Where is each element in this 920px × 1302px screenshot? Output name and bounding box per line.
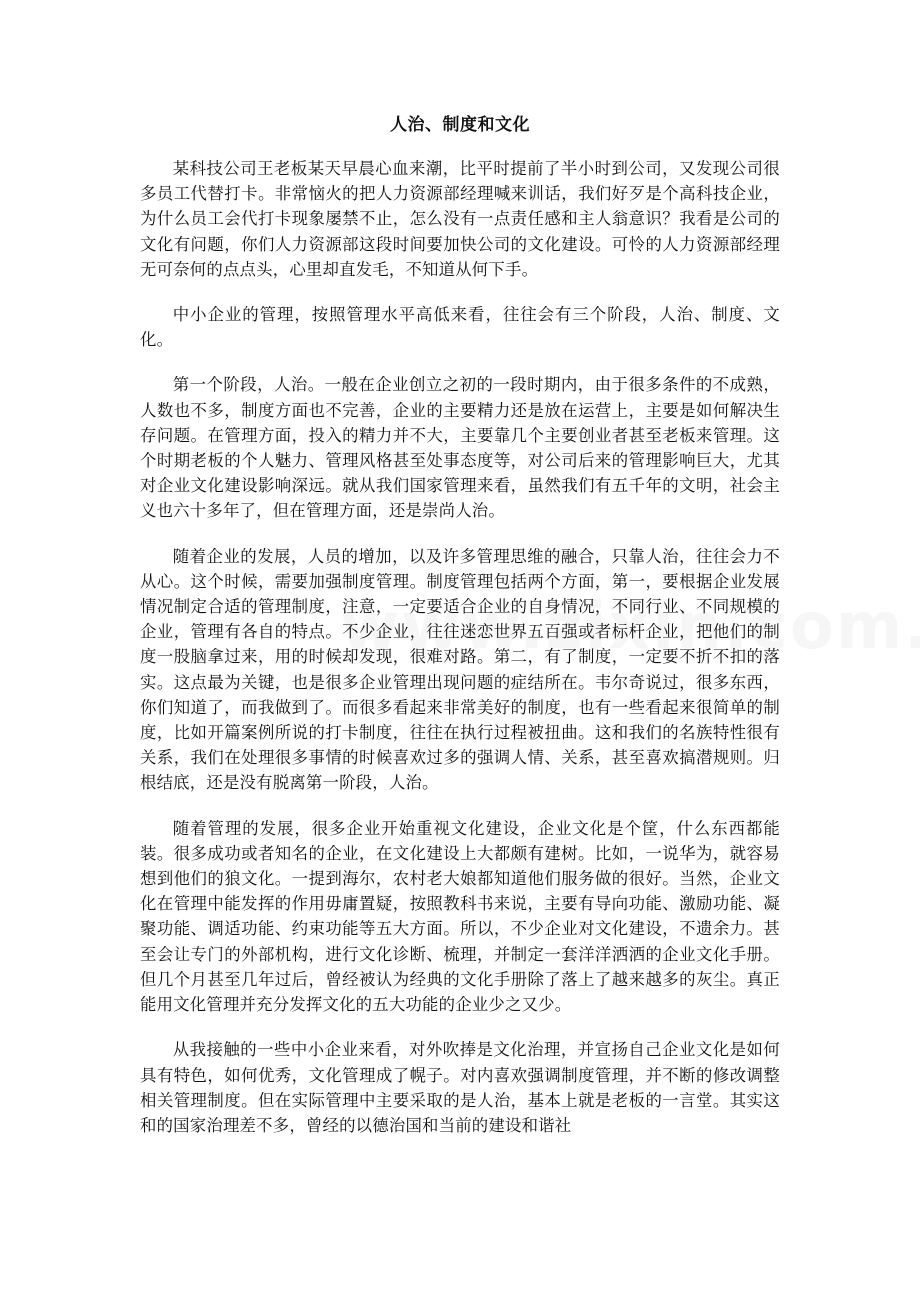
paragraph-1: 某科技公司王老板某天早晨心血来潮，比平时提前了半小时到公司，又发现公司很多员工代替打卡。非常恼火的把人力资源部经理喊来训话，我们好歹是个高科技企业，为什么员工会代打卡现象屡禁不止，怎么没有一点责任感和主人翁意识？我看是公司的文化有问题，你们人力资源部这段时间要加快公司的文化建设。可怜的人力资源部经理无可奈何的点点头，心里却直发毛，不知道从何下手。 xyxy=(140,159,780,279)
document-title: 人治、制度和文化 xyxy=(390,115,530,135)
paragraph-6: 从我接触的一些中小企业来看，对外吹捧是文化治理，并宣扬自己企业文化是如何具有特色，如何优秀，文化管理成了幌子。对内喜欢强调制度管理，并不断的修改调整相关管理制度。但在实际管理中主要采取的是人治，基本上就是老板的一言堂。其实这和的国家治理差不多，曾经的以德治国和当前的建设和谐社 xyxy=(140,1040,780,1135)
paragraph-4: 随着企业的发展，人员的增加，以及许多管理思维的融合，只靠人治，往往会力不从心。这个时候，需要加强制度管理。制度管理包括两个方面，第一，要根据企业发展情况制定合适的管理制度，注意，一定要适合企业的自身情况，不同行业、不同规模的企业，管理有各自的特点。不少企业，往往迷恋世界五百强或者标杆企业，把他们的制度一股脑拿过来，用的时候却发现，很难对路。第二，有了制度，一定要不折不扣的落实。这点最为关键，也是很多企业管理出现问题的症结所在。韦尔奇说过，很多东西，你们知道了，而我做到了。而很多看起来非常美好的制度，也有一些看起来很简单的制度，比如开篇案例所说的打卡制度，往往在执行过程被扭曲。这和我们的名族特性很有关系，我们在处理很多事情的时候喜欢过多的强调人情、关系，甚至喜欢搞潜规则。归根结底，还是没有脱离第一阶段，人治。 xyxy=(140,546,780,793)
paragraph-5: 随着管理的发展，很多企业开始重视文化建设，企业文化是个筐，什么东西都能装。很多成功或者知名的企业，在文化建设上大都颇有建树。比如，一说华为，就容易想到他们的狼文化。一提到海尔，农村老大娘都知道他们服务做的很好。当然，企业文化在管理中能发挥的作用毋庸置疑，按照教科书来说，主要有导向功能、激励功能、凝聚功能、调适功能、约束功能等五大方面。所以，不少企业对文化建设，不遗余力。甚至会让专门的外部机构，进行文化诊断、梳理，并制定一套洋洋洒洒的企业文化手册。但几个月甚至几年过后，曾经被认为经典的文化手册除了落上了越来越多的灰尘。真正能用文化管理并充分发挥文化的五大功能的企业少之又少。 xyxy=(140,818,780,1015)
paragraph-3: 第一个阶段，人治。一般在企业创立之初的一段时期内，由于很多条件的不成熟，人数也不多，制度方面也不完善，企业的主要精力还是放在运营上，主要是如何解决生存问题。在管理方面，投入的精力并不大，主要靠几个主要创业者甚至老板来管理。这个时期老板的个人魅力、管理风格甚至处事态度等，对公司后来的管理影响巨大，尤其对企业文化建设影响深远。就从我们国家管理来看，虽然我们有五千年的文明，社会主义也六十多年了，但在管理方面，还是崇尚人治。 xyxy=(140,375,780,521)
paragraph-2: 中小企业的管理，按照管理水平高低来看，往往会有三个阶段，人治、制度、文化。 xyxy=(140,305,780,350)
document-body xyxy=(140,112,780,1158)
